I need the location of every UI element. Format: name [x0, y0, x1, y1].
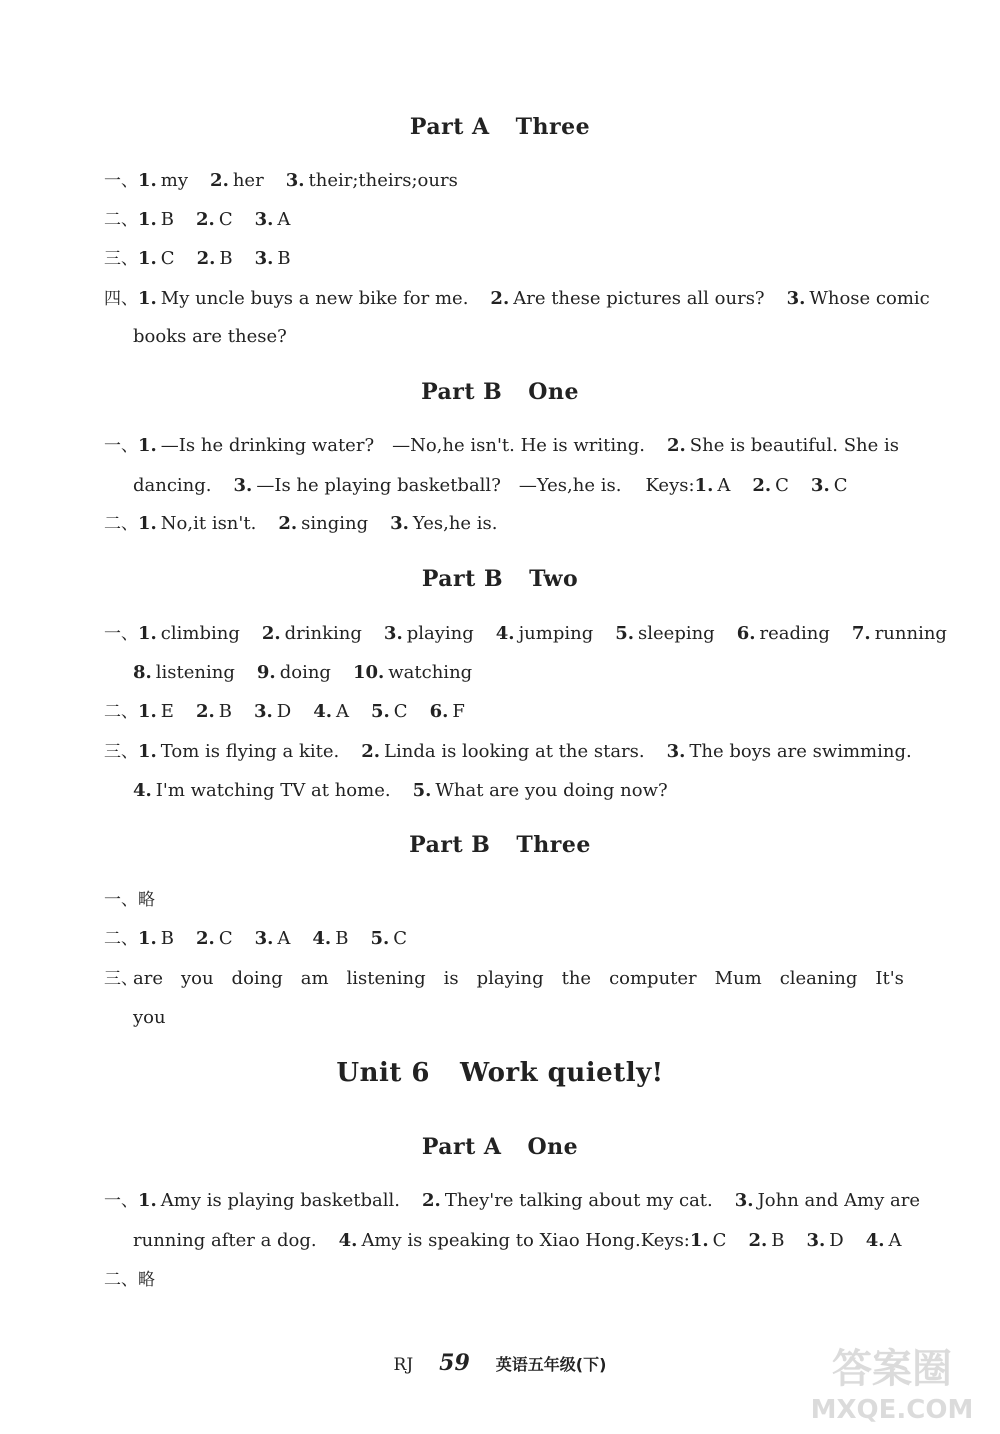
question-marker: 二、 — [104, 929, 138, 949]
a3-q2-line — [104, 208, 904, 232]
answer-number: 1. — [138, 435, 157, 456]
b2-q1-line — [104, 622, 947, 646]
answer-item — [196, 928, 233, 949]
answer-item — [422, 1190, 713, 1211]
answer-item — [371, 701, 408, 722]
answer-word: is — [443, 968, 459, 989]
answer-number: 5. — [412, 780, 432, 801]
answer-number: 3. — [734, 1190, 754, 1211]
answer-text: A — [277, 209, 291, 230]
answer-item — [138, 209, 174, 230]
answer-text: Yes,he is. — [412, 513, 498, 534]
answer-number: 2. — [196, 209, 215, 230]
question-marker: 一、 — [104, 436, 138, 456]
question-marker: 一、 — [104, 1191, 138, 1211]
section-part-label: Part B — [421, 379, 503, 405]
question-marker: 二、 — [104, 702, 138, 722]
answer-text: A — [717, 475, 731, 496]
answer-list — [138, 170, 458, 191]
b3-q3-continuation: you — [133, 1007, 166, 1028]
answer-text: running after a dog. — [133, 1230, 317, 1251]
answer-text: B — [218, 701, 232, 722]
answer-text: Whose comic — [809, 288, 930, 309]
answer-item — [353, 662, 472, 683]
a3-q4-continuation: books are these? — [133, 326, 287, 347]
section-title-part-a-one — [0, 1134, 1000, 1160]
answer-list — [133, 780, 668, 801]
answer-text: C — [833, 475, 848, 496]
u6a1-q1-line — [104, 1189, 921, 1213]
answer-text: jumping — [518, 623, 594, 644]
answer-number: 3. — [253, 701, 273, 722]
answer-text: reading — [759, 623, 830, 644]
answer-number: 5. — [370, 928, 390, 949]
edition-label: RJ — [393, 1355, 414, 1375]
answer-text: What are you doing now? — [435, 780, 668, 801]
answer-item — [866, 1230, 902, 1251]
question-marker: 二、 — [104, 1270, 138, 1290]
answer-text: her — [232, 170, 264, 191]
answer-item — [667, 741, 912, 762]
answer-item — [138, 741, 339, 762]
keys-label: Keys: — [645, 475, 695, 496]
question-marker: 二、 — [104, 514, 138, 534]
answer-number: 5. — [615, 623, 635, 644]
answer-item — [278, 513, 368, 534]
answer-item — [138, 248, 175, 269]
answer-number: 4. — [495, 623, 515, 644]
answer-list — [133, 662, 472, 683]
book-title: 英语五年级(下) — [495, 1355, 607, 1374]
answer-number: 1. — [694, 475, 714, 496]
question-marker: 四、 — [104, 289, 138, 309]
answer-number: 2. — [752, 475, 772, 496]
answer-number: 2. — [196, 928, 215, 949]
answer-item — [255, 209, 291, 230]
answer-text: singing — [301, 513, 369, 534]
answer-word: Mum — [714, 968, 762, 989]
answer-item — [286, 170, 458, 191]
answer-number: 1. — [138, 701, 157, 722]
answer-item — [138, 435, 645, 456]
answer-item — [133, 662, 235, 683]
answer-text: They're talking about my cat. — [444, 1190, 713, 1211]
answer-text: —Is he playing basketball? —Yes,he is. — [256, 475, 622, 496]
answer-word: computer — [609, 968, 697, 989]
answer-list — [138, 513, 498, 534]
answer-item — [196, 701, 232, 722]
section-name-label: One — [527, 1134, 579, 1160]
answer-list — [138, 209, 290, 230]
answer-number: 2. — [490, 288, 510, 309]
answer-list — [138, 623, 947, 644]
answer-number: 3. — [666, 741, 686, 762]
answer-list — [138, 1190, 920, 1211]
answer-text: C — [160, 248, 175, 269]
answer-number: 4. — [313, 701, 332, 722]
answer-list — [138, 435, 899, 456]
answer-number: 1. — [138, 288, 157, 309]
b2-q3-continuation — [133, 779, 904, 803]
answer-list — [138, 741, 912, 762]
b1-q2-line — [104, 512, 904, 536]
answer-number: 3. — [383, 623, 403, 644]
section-title-part-a-three — [0, 114, 1000, 140]
answer-item — [234, 475, 622, 496]
keys-list — [695, 475, 848, 496]
answer-number: 1. — [138, 1190, 157, 1211]
answer-number: 4. — [312, 928, 332, 949]
section-name-label: Three — [515, 114, 591, 140]
question-marker: 三、 — [104, 742, 138, 762]
answer-item — [430, 701, 465, 722]
answer-text: listening — [155, 662, 235, 683]
question-marker: 一、 — [104, 171, 138, 191]
answer-word: are — [133, 968, 163, 989]
answer-item — [370, 928, 407, 949]
answer-number: 2. — [278, 513, 298, 534]
answer-number: 2. — [361, 741, 381, 762]
answer-text: 略 — [138, 890, 155, 910]
answer-item — [210, 170, 264, 191]
answer-word: doing — [231, 968, 283, 989]
answer-word: the — [561, 968, 592, 989]
answer-text: drinking — [284, 623, 362, 644]
answer-number: 2. — [210, 170, 229, 191]
answer-text: playing — [406, 623, 474, 644]
answer-item — [197, 248, 233, 269]
answer-item — [254, 701, 291, 722]
answer-number: 2. — [261, 623, 281, 644]
answer-item — [138, 1190, 400, 1211]
answer-number: 10. — [352, 662, 385, 683]
answer-text: C — [218, 928, 233, 949]
watermark-logo — [792, 1332, 992, 1428]
answer-text: doing — [279, 662, 331, 683]
answer-list — [138, 288, 930, 309]
section-title-part-b-two — [0, 566, 1000, 592]
answer-number: 3. — [390, 513, 409, 534]
answer-item — [490, 288, 764, 309]
answer-number: 2. — [196, 248, 216, 269]
answer-number: 3. — [233, 475, 253, 496]
answer-item — [257, 662, 331, 683]
answer-item — [737, 623, 830, 644]
answer-item — [138, 623, 240, 644]
answer-number: 6. — [429, 701, 449, 722]
answer-text: climbing — [160, 623, 240, 644]
answer-list — [138, 248, 291, 269]
section-name-label: Three — [516, 832, 591, 858]
answer-item — [787, 288, 930, 309]
b2-q1-continuation — [133, 661, 904, 685]
answer-number: 1. — [138, 248, 157, 269]
question-marker: 一、 — [104, 890, 138, 910]
answer-number: 1. — [138, 209, 157, 230]
section-part-label: Part B — [421, 566, 504, 592]
u6a1-q1-continuation — [133, 1229, 904, 1253]
answer-text: A — [277, 928, 291, 949]
answer-number: 3. — [254, 928, 274, 949]
answer-number: 7. — [851, 623, 871, 644]
b1-q1-continuation — [133, 474, 904, 498]
answer-text: C — [712, 1230, 727, 1251]
answer-item — [361, 741, 644, 762]
answer-item — [695, 475, 731, 496]
a3-q4-line — [104, 287, 930, 311]
answer-text: B — [160, 928, 175, 949]
answer-text: D — [829, 1230, 844, 1251]
answer-item — [496, 623, 593, 644]
answer-item — [748, 1230, 784, 1251]
answer-number: 3. — [806, 1230, 826, 1251]
a3-q3-line — [104, 247, 904, 271]
answer-word: listening — [346, 968, 426, 989]
answer-text: Are these pictures all ours? — [513, 288, 765, 309]
answer-text: C — [775, 475, 789, 496]
answer-number: 4. — [865, 1230, 885, 1251]
answer-list — [138, 928, 407, 949]
answer-number: 1. — [138, 513, 157, 534]
answer-text: B — [277, 248, 291, 269]
answer-text: their;theirs;ours — [308, 170, 458, 191]
answer-text: The boys are swimming. — [689, 741, 912, 762]
answer-number: 6. — [736, 623, 756, 644]
answer-item — [312, 928, 348, 949]
section-name-label: Two — [529, 566, 579, 592]
answer-number: 1. — [689, 1230, 709, 1251]
watermark-text: 答案圈 — [832, 1346, 952, 1392]
answer-number: 8. — [133, 662, 152, 683]
answer-number: 5. — [371, 701, 390, 722]
answer-item — [313, 701, 349, 722]
answer-item — [390, 513, 497, 534]
answer-text: dancing. — [133, 475, 212, 496]
answer-item — [255, 248, 291, 269]
answer-text: C — [218, 209, 233, 230]
unit-label: Unit 6 — [336, 1058, 430, 1088]
answer-number: 2. — [748, 1230, 768, 1251]
answer-text: Tom is flying a kite. — [160, 741, 340, 762]
answer-number: 3. — [254, 209, 274, 230]
answer-text: Amy is playing basketball. — [160, 1190, 401, 1211]
u6a1-q2-line — [104, 1268, 904, 1292]
answer-text: D — [276, 701, 292, 722]
answer-text: My uncle buys a new bike for me. — [160, 288, 469, 309]
answer-word: you — [180, 968, 214, 989]
answer-text: watching — [388, 662, 473, 683]
answer-item — [615, 623, 715, 644]
section-title-part-b-three — [0, 832, 1000, 858]
answer-text: —Is he drinking water? —No,he isn't. He is writing. — [160, 435, 645, 456]
answer-number: 3. — [285, 170, 305, 191]
answer-text: E — [160, 701, 174, 722]
answer-number: 4. — [133, 780, 152, 801]
answer-number: 1. — [138, 170, 157, 191]
answer-item — [413, 780, 668, 801]
section-part-label: Part A — [409, 114, 490, 140]
answer-item — [138, 170, 188, 191]
answer-number: 2. — [195, 701, 215, 722]
answer-text: Linda is looking at the stars. — [384, 741, 645, 762]
answer-item — [811, 475, 848, 496]
b3-q1-line — [104, 888, 904, 912]
answer-text: B — [219, 248, 233, 269]
answer-text: sleeping — [638, 623, 715, 644]
answer-word: am — [300, 968, 329, 989]
section-part-label: Part B — [409, 832, 491, 858]
keys-label: Keys: — [640, 1230, 690, 1251]
answer-number: 1. — [138, 928, 157, 949]
a3-q1-line — [104, 169, 904, 193]
answer-item — [138, 928, 174, 949]
answer-text: my — [160, 170, 189, 191]
word-list — [133, 967, 904, 991]
answer-text: Amy is speaking to Xiao Hong. — [361, 1230, 641, 1251]
answer-text: B — [160, 209, 175, 230]
answer-item — [667, 435, 899, 456]
answer-text: She is beautiful. She is — [689, 435, 900, 456]
section-name-label: One — [528, 379, 579, 405]
b2-q2-line — [104, 700, 904, 724]
section-title-part-b-one — [0, 379, 1000, 405]
answer-word: cleaning — [779, 968, 858, 989]
answer-text: A — [336, 701, 349, 722]
answer-text: C — [393, 928, 408, 949]
answer-item — [138, 701, 174, 722]
answer-text: 略 — [138, 1270, 155, 1290]
answer-word: It's — [875, 968, 904, 989]
answer-number: 3. — [786, 288, 806, 309]
answer-number: 1. — [138, 623, 157, 644]
answer-word: playing — [476, 968, 544, 989]
answer-item — [690, 1230, 727, 1251]
answer-item — [196, 209, 233, 230]
question-marker: 三、 — [104, 969, 138, 989]
answer-text: F — [452, 701, 465, 722]
answer-text: C — [393, 701, 408, 722]
answer-list — [339, 1230, 641, 1251]
answer-number: 2. — [422, 1190, 441, 1211]
answer-number: 3. — [810, 475, 830, 496]
answer-number: 4. — [338, 1230, 358, 1251]
page-number: 59 — [439, 1350, 470, 1376]
answer-item — [339, 1230, 641, 1251]
section-part-label: Part A — [421, 1134, 502, 1160]
answer-item — [384, 623, 474, 644]
answer-list — [138, 701, 465, 722]
unit-title — [0, 1058, 1000, 1088]
answer-text: A — [888, 1230, 902, 1251]
answer-item — [138, 288, 468, 309]
answer-item — [752, 475, 789, 496]
b3-q2-line — [104, 927, 904, 951]
answer-list — [234, 475, 622, 496]
answer-text: I'm watching TV at home. — [155, 780, 391, 801]
answer-text: John and Amy are — [757, 1190, 921, 1211]
answer-item — [255, 928, 291, 949]
answer-number: 1. — [138, 741, 157, 762]
answer-item — [806, 1230, 843, 1251]
question-marker: 一、 — [104, 624, 138, 644]
answer-text: B — [771, 1230, 785, 1251]
answer-text: running — [874, 623, 947, 644]
answer-item — [852, 623, 947, 644]
answer-text: No,it isn't. — [160, 513, 257, 534]
b1-q1-line — [104, 434, 904, 458]
watermark-url: MXQE.COM — [810, 1395, 974, 1425]
question-marker: 三、 — [104, 249, 138, 269]
answer-item — [138, 513, 256, 534]
answer-text: B — [335, 928, 349, 949]
answer-item — [262, 623, 362, 644]
answer-number: 3. — [254, 248, 274, 269]
answer-number: 9. — [256, 662, 276, 683]
keys-list — [690, 1230, 902, 1251]
question-marker: 二、 — [104, 210, 138, 230]
answer-number: 2. — [666, 435, 686, 456]
answer-item — [133, 780, 391, 801]
b2-q3-line — [104, 740, 912, 764]
unit-name-label: Work quietly! — [460, 1058, 664, 1088]
answer-item — [735, 1190, 920, 1211]
